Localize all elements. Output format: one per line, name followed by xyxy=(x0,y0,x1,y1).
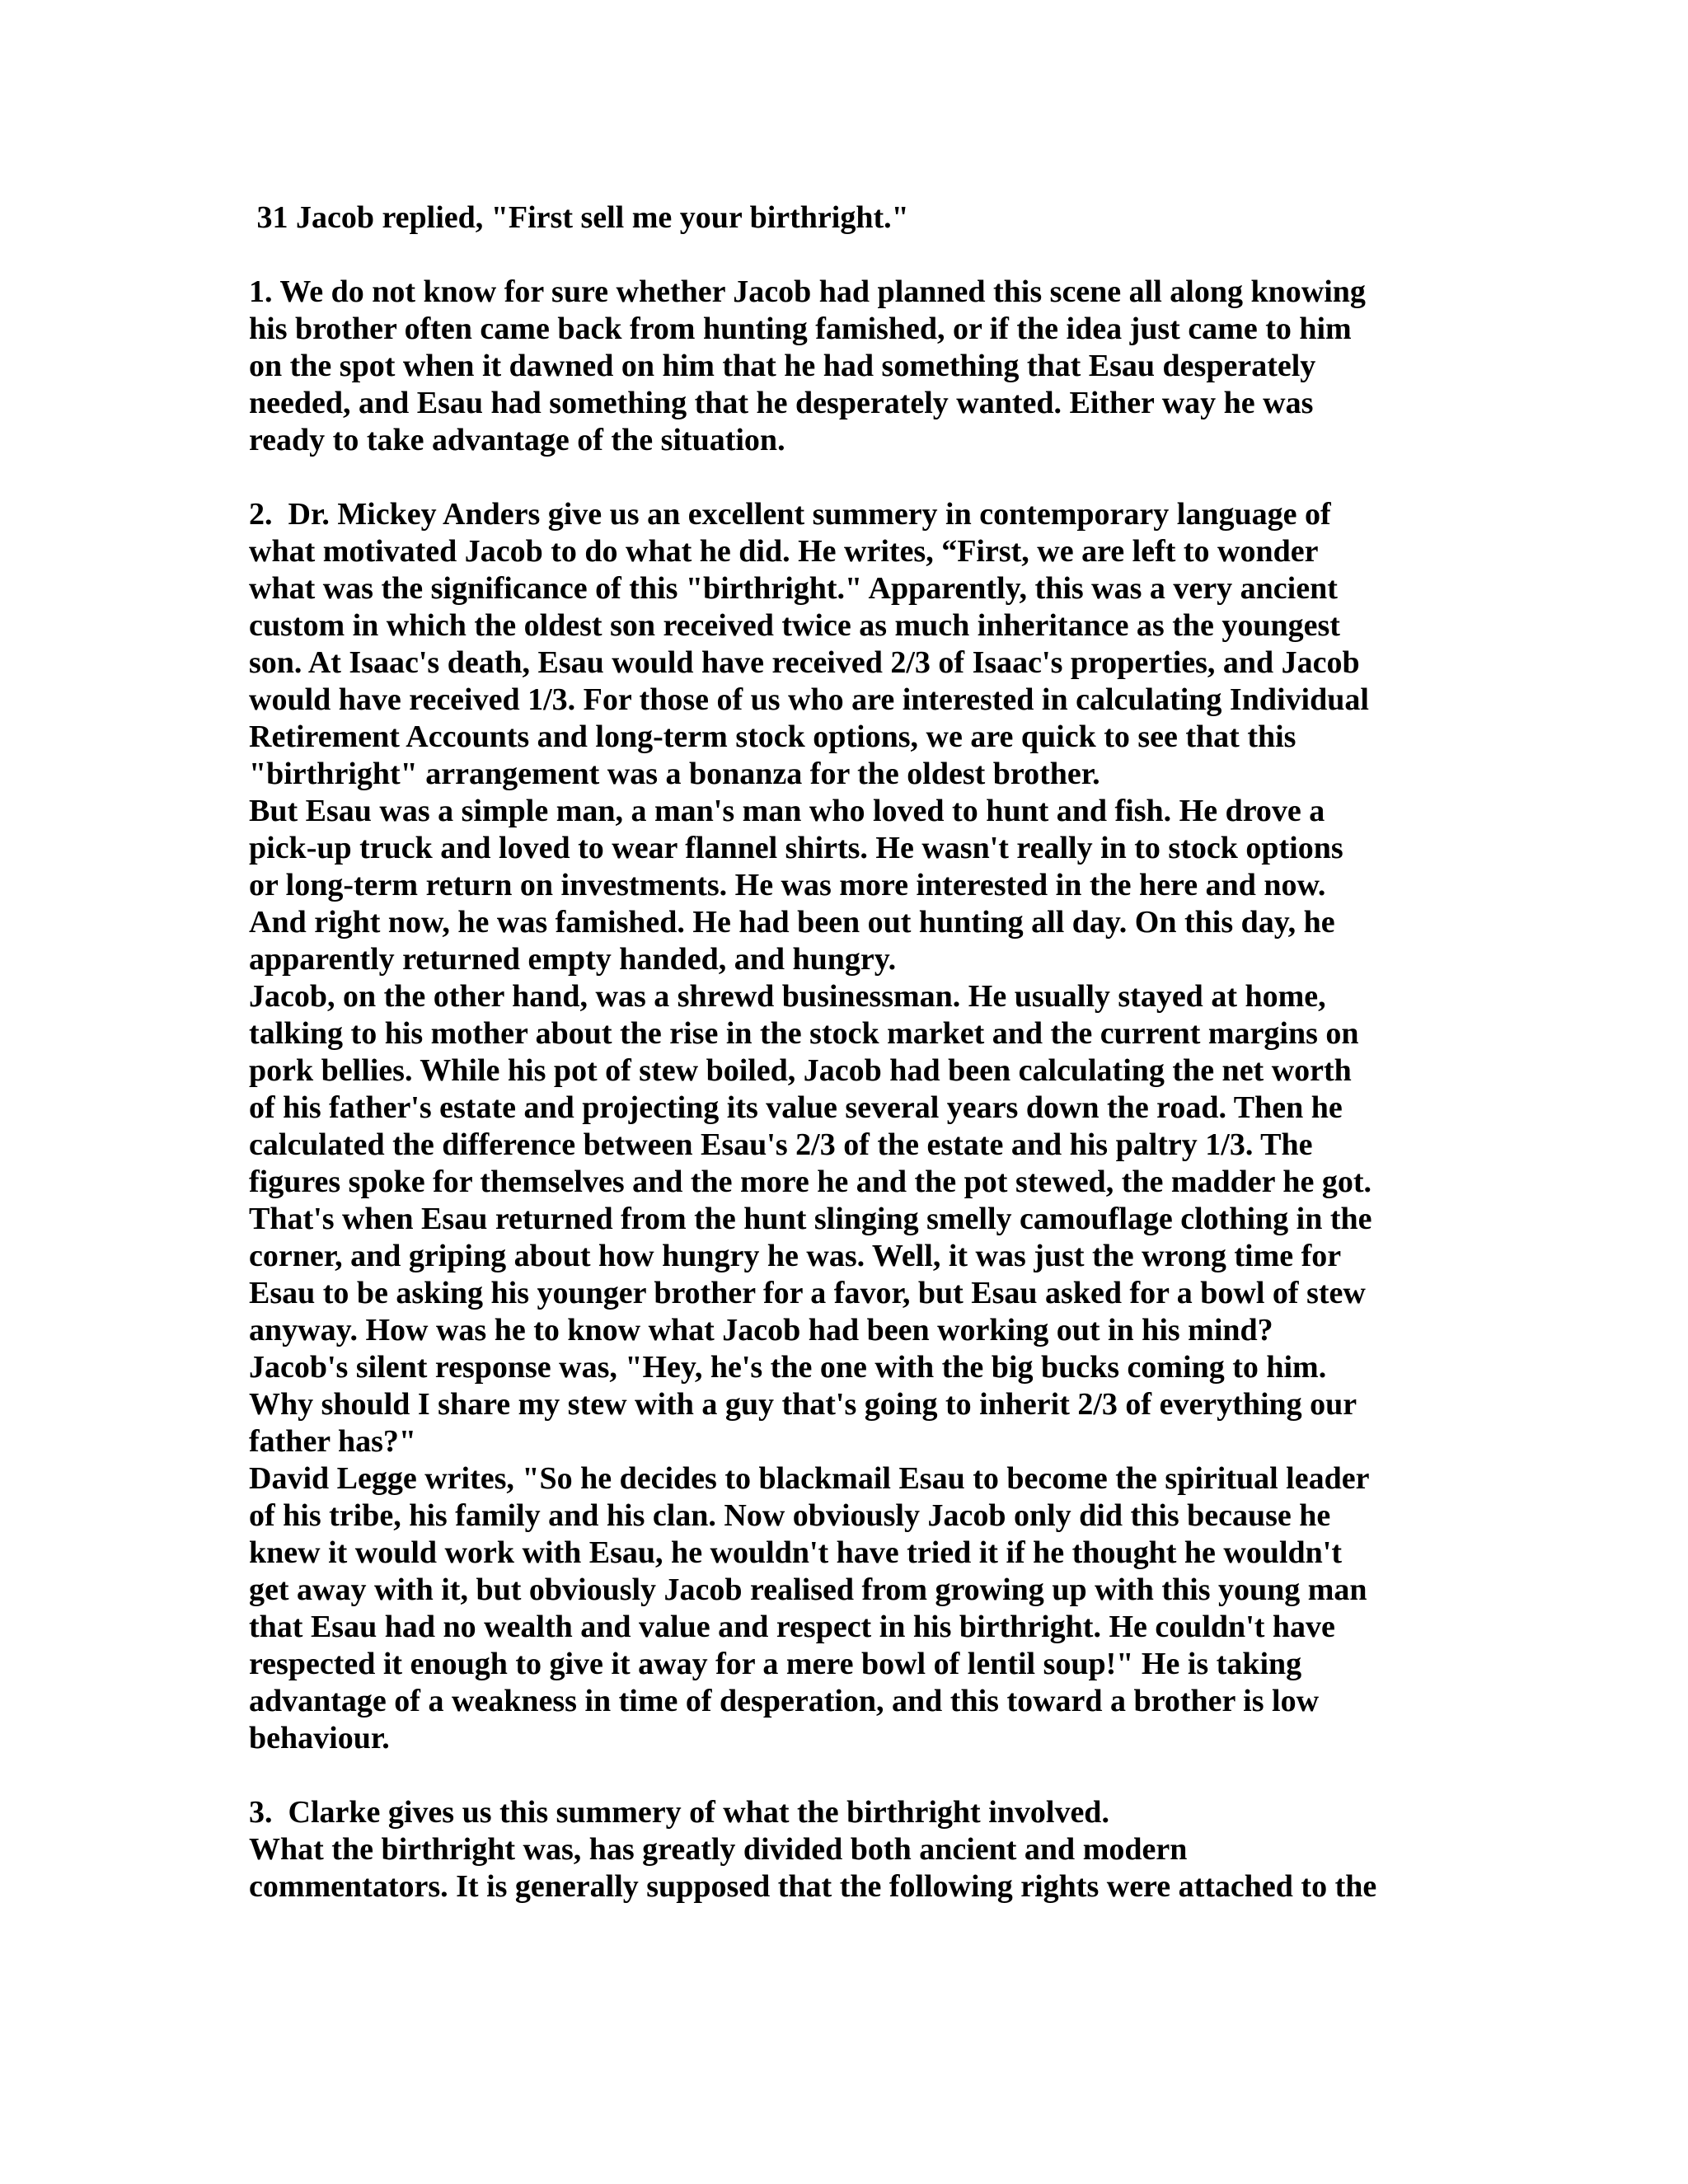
paragraph-spacer xyxy=(249,237,1452,274)
text-line: get away with it, but obviously Jacob realised from growing up with this young man xyxy=(249,1572,1367,1607)
text-line: of his tribe, his family and his clan. Now obviously Jacob only did this because he xyxy=(249,1498,1331,1533)
text-line: father has?" xyxy=(249,1424,417,1459)
paragraph-point-1 xyxy=(249,274,1452,459)
text-line: "birthright" arrangement was a bonanza for the oldest brother. xyxy=(249,757,1100,791)
text-line: That's when Esau returned from the hunt slinging smelly camouflage clothing in the xyxy=(249,1202,1372,1236)
text-line: would have received 1/3. For those of us who are interested in calculating Individual xyxy=(249,682,1369,717)
text-line: or long-term return on investments. He was more interested in the here and now. xyxy=(249,868,1326,902)
text-line: Esau to be asking his younger brother for a favor, but Esau asked for a bowl of stew xyxy=(249,1276,1366,1310)
text-line: behaviour. xyxy=(249,1721,390,1755)
text-line: advantage of a weakness in time of desperation, and this toward a brother is low xyxy=(249,1684,1320,1718)
text-line: 2. Dr. Mickey Anders give us an excellent summery in contemporary language of xyxy=(249,497,1331,532)
text-line: apparently returned empty handed, and hungry. xyxy=(249,942,897,977)
paragraph-point-2 xyxy=(249,496,1452,1757)
text-line: needed, and Esau had something that he desperately wanted. Either way he was xyxy=(249,386,1314,420)
text-line: ready to take advantage of the situation. xyxy=(249,423,785,457)
text-line: of his father's estate and projecting its value several years down the road. Then he xyxy=(249,1090,1343,1125)
document-body xyxy=(249,199,1452,1905)
text-line: what was the significance of this "birthright." Apparently, this was a very ancient xyxy=(249,571,1338,606)
text-line: custom in which the oldest son received twice as much inheritance as the youngest xyxy=(249,608,1340,643)
text-line: Why should I share my stew with a guy that's going to inherit 2/3 of everything our xyxy=(249,1387,1357,1422)
text-line: pork bellies. While his pot of stew boiled, Jacob had been calculating the net worth xyxy=(249,1053,1352,1088)
text-line: David Legge writes, "So he decides to blackmail Esau to become the spiritual leader xyxy=(249,1461,1370,1496)
text-line: 1. We do not know for sure whether Jacob had planned this scene all along knowing xyxy=(249,274,1366,309)
paragraph-point-3 xyxy=(249,1794,1452,1905)
text-line: 3. Clarke gives us this summery of what the birthright involved. xyxy=(249,1795,1109,1830)
paragraph-spacer xyxy=(249,459,1452,496)
text-line: pick-up truck and loved to wear flannel shirts. He wasn't really in to stock options xyxy=(249,831,1343,865)
text-line: respected it enough to give it away for a mere bowl of lentil soup!" He is taking xyxy=(249,1647,1302,1681)
text-line: calculated the difference between Esau's 2/3 of the estate and his paltry 1/3. The xyxy=(249,1127,1313,1162)
text-line: And right now, he was famished. He had been out hunting all day. On this day, he xyxy=(249,905,1335,940)
text-line: Retirement Accounts and long-term stock options, we are quick to see that this xyxy=(249,719,1296,754)
text-line: knew it would work with Esau, he wouldn't have tried it if he thought he wouldn't xyxy=(249,1535,1342,1570)
text-line: anyway. How was he to know what Jacob had been working out in his mind? xyxy=(249,1313,1273,1347)
text-line: his brother often came back from hunting famished, or if the idea just came to him xyxy=(249,312,1352,346)
text-line: that Esau had no wealth and value and respect in his birthright. He couldn't have xyxy=(249,1610,1335,1644)
paragraph-spacer xyxy=(249,1757,1452,1794)
text-line: figures spoke for themselves and the more he and the pot stewed, the madder he got. xyxy=(249,1165,1372,1199)
text-line: Jacob's silent response was, "Hey, he's the one with the big bucks coming to him. xyxy=(249,1350,1327,1385)
text-line: corner, and griping about how hungry he was. Well, it was just the wrong time for xyxy=(249,1239,1342,1273)
text-line: on the spot when it dawned on him that he had something that Esau desperately xyxy=(249,349,1316,383)
text-line: But Esau was a simple man, a man's man who loved to hunt and fish. He drove a xyxy=(249,794,1325,828)
text-line: talking to his mother about the rise in the stock market and the current margins on xyxy=(249,1016,1359,1051)
text-line: What the birthright was, has greatly divided both ancient and modern xyxy=(249,1832,1188,1867)
text-line: son. At Isaac's death, Esau would have received 2/3 of Isaac's properties, and Jacob xyxy=(249,645,1360,680)
text-line: Jacob, on the other hand, was a shrewd businessman. He usually stayed at home, xyxy=(249,979,1326,1014)
text-line: what motivated Jacob to do what he did. He writes, “First, we are left to wonder xyxy=(249,534,1319,569)
verse-line: 31 Jacob replied, "First sell me your birthright." xyxy=(249,200,909,235)
text-line: commentators. It is generally supposed that the following rights were attached to the xyxy=(249,1869,1377,1904)
